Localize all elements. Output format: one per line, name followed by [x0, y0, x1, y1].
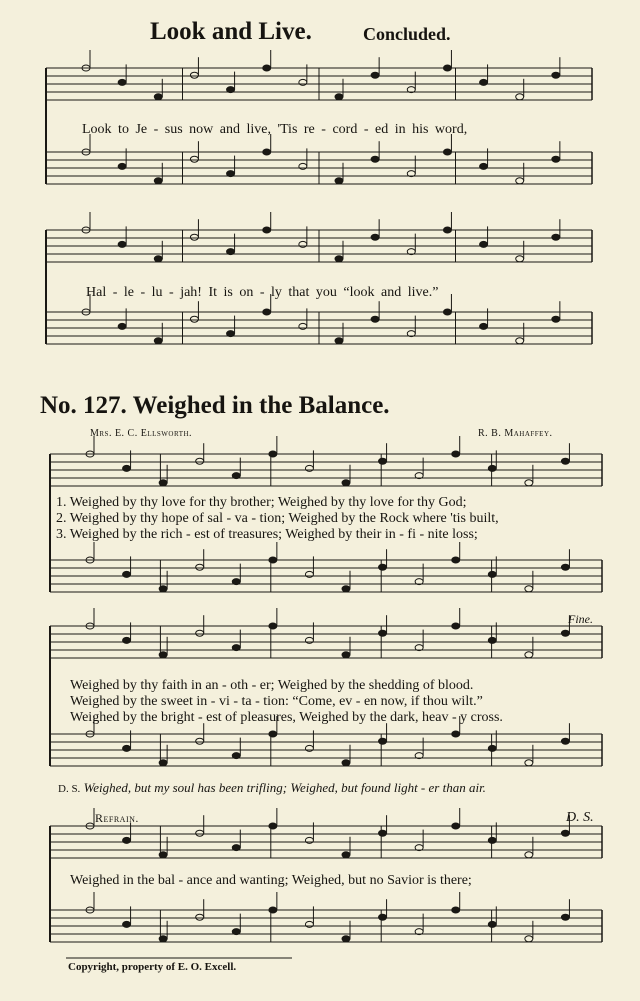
fine-marking: Fine.: [568, 612, 593, 626]
note-head: [118, 241, 126, 247]
note-head: [190, 316, 198, 322]
note-head: [232, 845, 240, 851]
note-head: [443, 149, 451, 155]
note-head: [516, 338, 524, 344]
note-head: [371, 156, 379, 162]
note-head: [269, 731, 277, 737]
note-head: [159, 480, 167, 486]
note-head: [561, 564, 569, 570]
verse-2-line-2: Weighed by the sweet in - vi - ta - tion: “Come, ev - en now, if thou wilt.”: [70, 694, 483, 709]
note-head: [452, 451, 460, 457]
note-head: [552, 72, 560, 78]
note-head: [342, 586, 350, 592]
verse-1-line-2: Weighed by thy faith in an - oth - er; Weighed by the shedding of blood.: [70, 678, 474, 693]
note-head: [525, 652, 533, 658]
note-head: [561, 738, 569, 744]
note-head: [196, 630, 204, 636]
note-head: [196, 458, 204, 464]
note-head: [452, 731, 460, 737]
note-head: [227, 171, 235, 177]
note-head: [335, 256, 343, 262]
note-head: [263, 65, 271, 71]
note-head: [379, 564, 387, 570]
note-head: [190, 156, 198, 162]
note-head: [118, 79, 126, 85]
note-head: [269, 823, 277, 829]
note-head: [371, 234, 379, 240]
note-head: [154, 256, 162, 262]
note-head: [342, 936, 350, 942]
note-head: [123, 637, 131, 643]
ds-line: [58, 780, 486, 796]
note-head: [190, 234, 198, 240]
note-head: [488, 571, 496, 577]
note-head: [123, 465, 131, 471]
note-head: [552, 156, 560, 162]
lyric-line: Look to Je - sus now and live, 'Tis re - cord - ed in his word,: [82, 122, 468, 137]
note-head: [123, 837, 131, 843]
note-head: [488, 745, 496, 751]
note-head: [480, 241, 488, 247]
hymn-title-look-and-live: Look and Live.: [150, 18, 312, 45]
note-head: [379, 914, 387, 920]
note-head: [159, 652, 167, 658]
verse-1-line-1: 1. Weighed by thy love for thy brother; Weighed by thy love for thy God;: [56, 495, 467, 510]
note-head: [488, 465, 496, 471]
note-head: [232, 753, 240, 759]
note-head: [123, 571, 131, 577]
note-head: [488, 837, 496, 843]
note-head: [335, 94, 343, 100]
note-head: [232, 473, 240, 479]
note-head: [561, 830, 569, 836]
note-head: [118, 163, 126, 169]
verse-2-line-1: 2. Weighed by thy hope of sal - va - tion; Weighed by the Rock where 'tis built,: [56, 511, 499, 526]
refrain-lyric: Weighed in the bal - ance and wanting; Weighed, but no Savior is there;: [70, 873, 472, 888]
note-head: [263, 227, 271, 233]
note-head: [379, 738, 387, 744]
note-head: [123, 745, 131, 751]
note-head: [269, 451, 277, 457]
note-head: [269, 623, 277, 629]
note-head: [552, 234, 560, 240]
note-head: [196, 830, 204, 836]
note-head: [227, 249, 235, 255]
composer-credit: R. B. Mahaffey.: [478, 428, 553, 439]
ds-prefix: D. S.: [58, 783, 81, 795]
note-head: [227, 331, 235, 337]
lyric-line: Hal - le - lu - jah! It is on - ly that you “look and live.”: [86, 285, 439, 300]
note-head: [488, 637, 496, 643]
note-head: [525, 760, 533, 766]
note-head: [516, 256, 524, 262]
note-head: [379, 830, 387, 836]
note-head: [443, 65, 451, 71]
note-head: [561, 630, 569, 636]
verse-3-line-1: 3. Weighed by the rich - est of treasures; Weighed by their in - fi - nite loss;: [56, 527, 478, 542]
note-head: [263, 149, 271, 155]
note-head: [480, 323, 488, 329]
note-head: [443, 227, 451, 233]
note-head: [154, 94, 162, 100]
note-head: [552, 316, 560, 322]
note-head: [452, 823, 460, 829]
note-head: [154, 338, 162, 344]
note-head: [227, 87, 235, 93]
note-head: [335, 338, 343, 344]
note-head: [443, 309, 451, 315]
note-head: [159, 586, 167, 592]
note-head: [154, 178, 162, 184]
note-head: [159, 936, 167, 942]
note-head: [516, 94, 524, 100]
note-head: [525, 480, 533, 486]
hymn-title-concluded: Concluded.: [363, 24, 451, 44]
note-head: [196, 914, 204, 920]
copyright: Copyright, property of E. O. Excell.: [68, 961, 237, 973]
note-head: [480, 163, 488, 169]
note-head: [379, 458, 387, 464]
ds-text: Weighed, but my soul has been trifling; Weighed, but found light - er than air.: [83, 780, 486, 795]
note-head: [371, 72, 379, 78]
note-head: [525, 586, 533, 592]
note-head: [525, 852, 533, 858]
note-head: [190, 72, 198, 78]
note-head: [123, 921, 131, 927]
note-head: [196, 564, 204, 570]
note-head: [196, 738, 204, 744]
note-head: [159, 760, 167, 766]
refrain-ds: D. S.: [566, 810, 594, 825]
note-head: [232, 645, 240, 651]
note-head: [232, 579, 240, 585]
note-head: [342, 652, 350, 658]
note-head: [263, 309, 271, 315]
refrain-label: Refrain.: [95, 811, 139, 825]
note-head: [371, 316, 379, 322]
note-head: [159, 852, 167, 858]
note-head: [488, 921, 496, 927]
note-head: [379, 630, 387, 636]
verse-3-line-2: Weighed by the bright - est of pleasures, Weighed by the dark, heav - y cross.: [70, 710, 503, 725]
note-head: [269, 907, 277, 913]
note-head: [232, 929, 240, 935]
note-head: [342, 480, 350, 486]
note-head: [452, 557, 460, 563]
hymn-heading: No. 127. Weighed in the Balance.: [40, 392, 390, 419]
note-head: [516, 178, 524, 184]
note-head: [342, 760, 350, 766]
note-head: [452, 623, 460, 629]
note-head: [561, 458, 569, 464]
author-credit: Mrs. E. C. Ellsworth.: [90, 428, 193, 439]
note-head: [118, 323, 126, 329]
note-head: [335, 178, 343, 184]
note-head: [269, 557, 277, 563]
note-head: [561, 914, 569, 920]
note-head: [452, 907, 460, 913]
note-head: [480, 79, 488, 85]
note-head: [525, 936, 533, 942]
note-head: [342, 852, 350, 858]
